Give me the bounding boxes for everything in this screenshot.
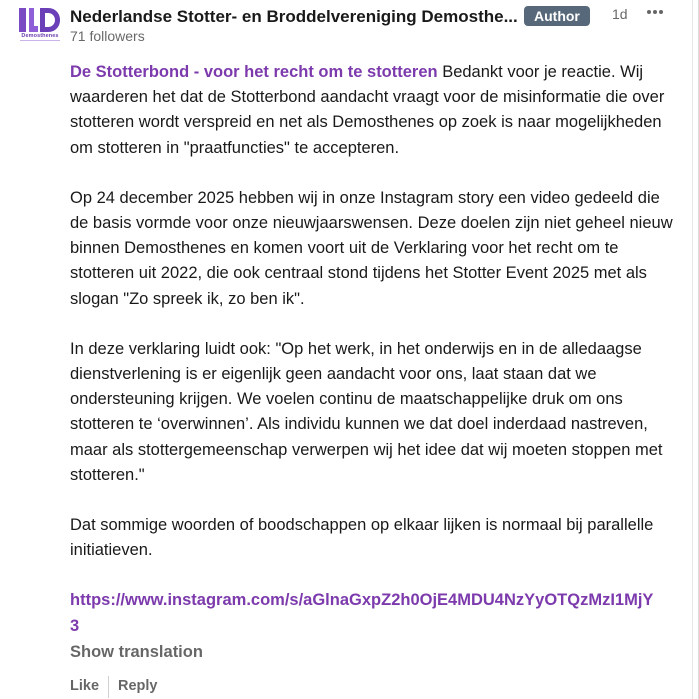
comment-paragraph-text: Bedankt voor je reactie. Wij waarderen het dat de Stotterbond aandacht vraagt voor de misinformatie die over stotteren wordt verspreid en net als Demosthenes op zoek is naar mogelijkheden om stotteren in "praatfuncties" te accepteren. — [70, 63, 665, 157]
instagram-link[interactable] — [70, 591, 653, 634]
comment-paragraph: Dat sommige woorden of boodschappen op elkaar lijken is normaal bij parallelle initiatieven. — [70, 516, 654, 560]
author-name[interactable]: Nederlandse Stotter- en Broddelvereniging Demosthe... — [70, 7, 518, 26]
avatar[interactable] — [18, 6, 62, 42]
author-badge: Author — [524, 6, 590, 26]
reply-button[interactable]: Reply — [118, 678, 158, 694]
instagram-link-line1: https://www.instagram.com/s/aGlnaGxpZ2h0OjE4MDU4NzYyOTQzMzI1MjY — [70, 591, 654, 610]
demosthenes-logo-icon — [18, 6, 62, 36]
instagram-link-line2: 3 — [70, 616, 80, 635]
follower-count: 71 followers — [70, 28, 145, 44]
dot-icon — [659, 10, 663, 14]
comment-paragraph: In deze verklaring luidt ook: "Op het werk, in het onderwijs en in de alledaagse dienstverlening is er eigenlijk geen aandacht voor ons, laat staan dat we ondersteuning krijgen. We voelen continu de maatschappelijke druk om ons stotteren te ‘overwinnen’. Als individu kunnen we dat doel inderdaad nastreven, maar als stottergemeenschap verwerpen wij het idee dat wij moeten stoppen met stotteren." — [70, 339, 663, 484]
instagram-link-paragraph — [70, 588, 682, 638]
logo-underline — [20, 40, 60, 41]
like-button[interactable]: Like — [70, 678, 100, 694]
action-divider — [108, 676, 109, 698]
dot-icon — [653, 10, 657, 14]
card-inner-border — [692, 0, 693, 699]
more-options-button[interactable] — [640, 2, 670, 26]
comment-timestamp: 1d — [612, 6, 628, 22]
comment-text — [70, 60, 682, 664]
dot-icon — [647, 10, 651, 14]
comment-paragraph: Op 24 december 2025 hebben wij in onze Instagram story een video gedeeld die de basis vormde voor onze nieuwjaarswensen. Deze doelen zijn niet geheel nieuw binnen Demosthenes en komen voort uit de Verklaring voor het recht om te stotteren uit 2022, die ook centraal stond tijdens het Stotter Event 2025 met als slogan "Zo spreek ik, zo ben ik". — [70, 188, 673, 308]
logo-caption: Demosthenes — [21, 33, 59, 39]
show-translation-button[interactable]: Show translation — [70, 643, 203, 661]
comment-paragraph — [70, 60, 682, 161]
comment-header — [18, 6, 673, 46]
mention-link[interactable]: De Stotterbond - voor het recht om te stotteren — [70, 63, 438, 81]
